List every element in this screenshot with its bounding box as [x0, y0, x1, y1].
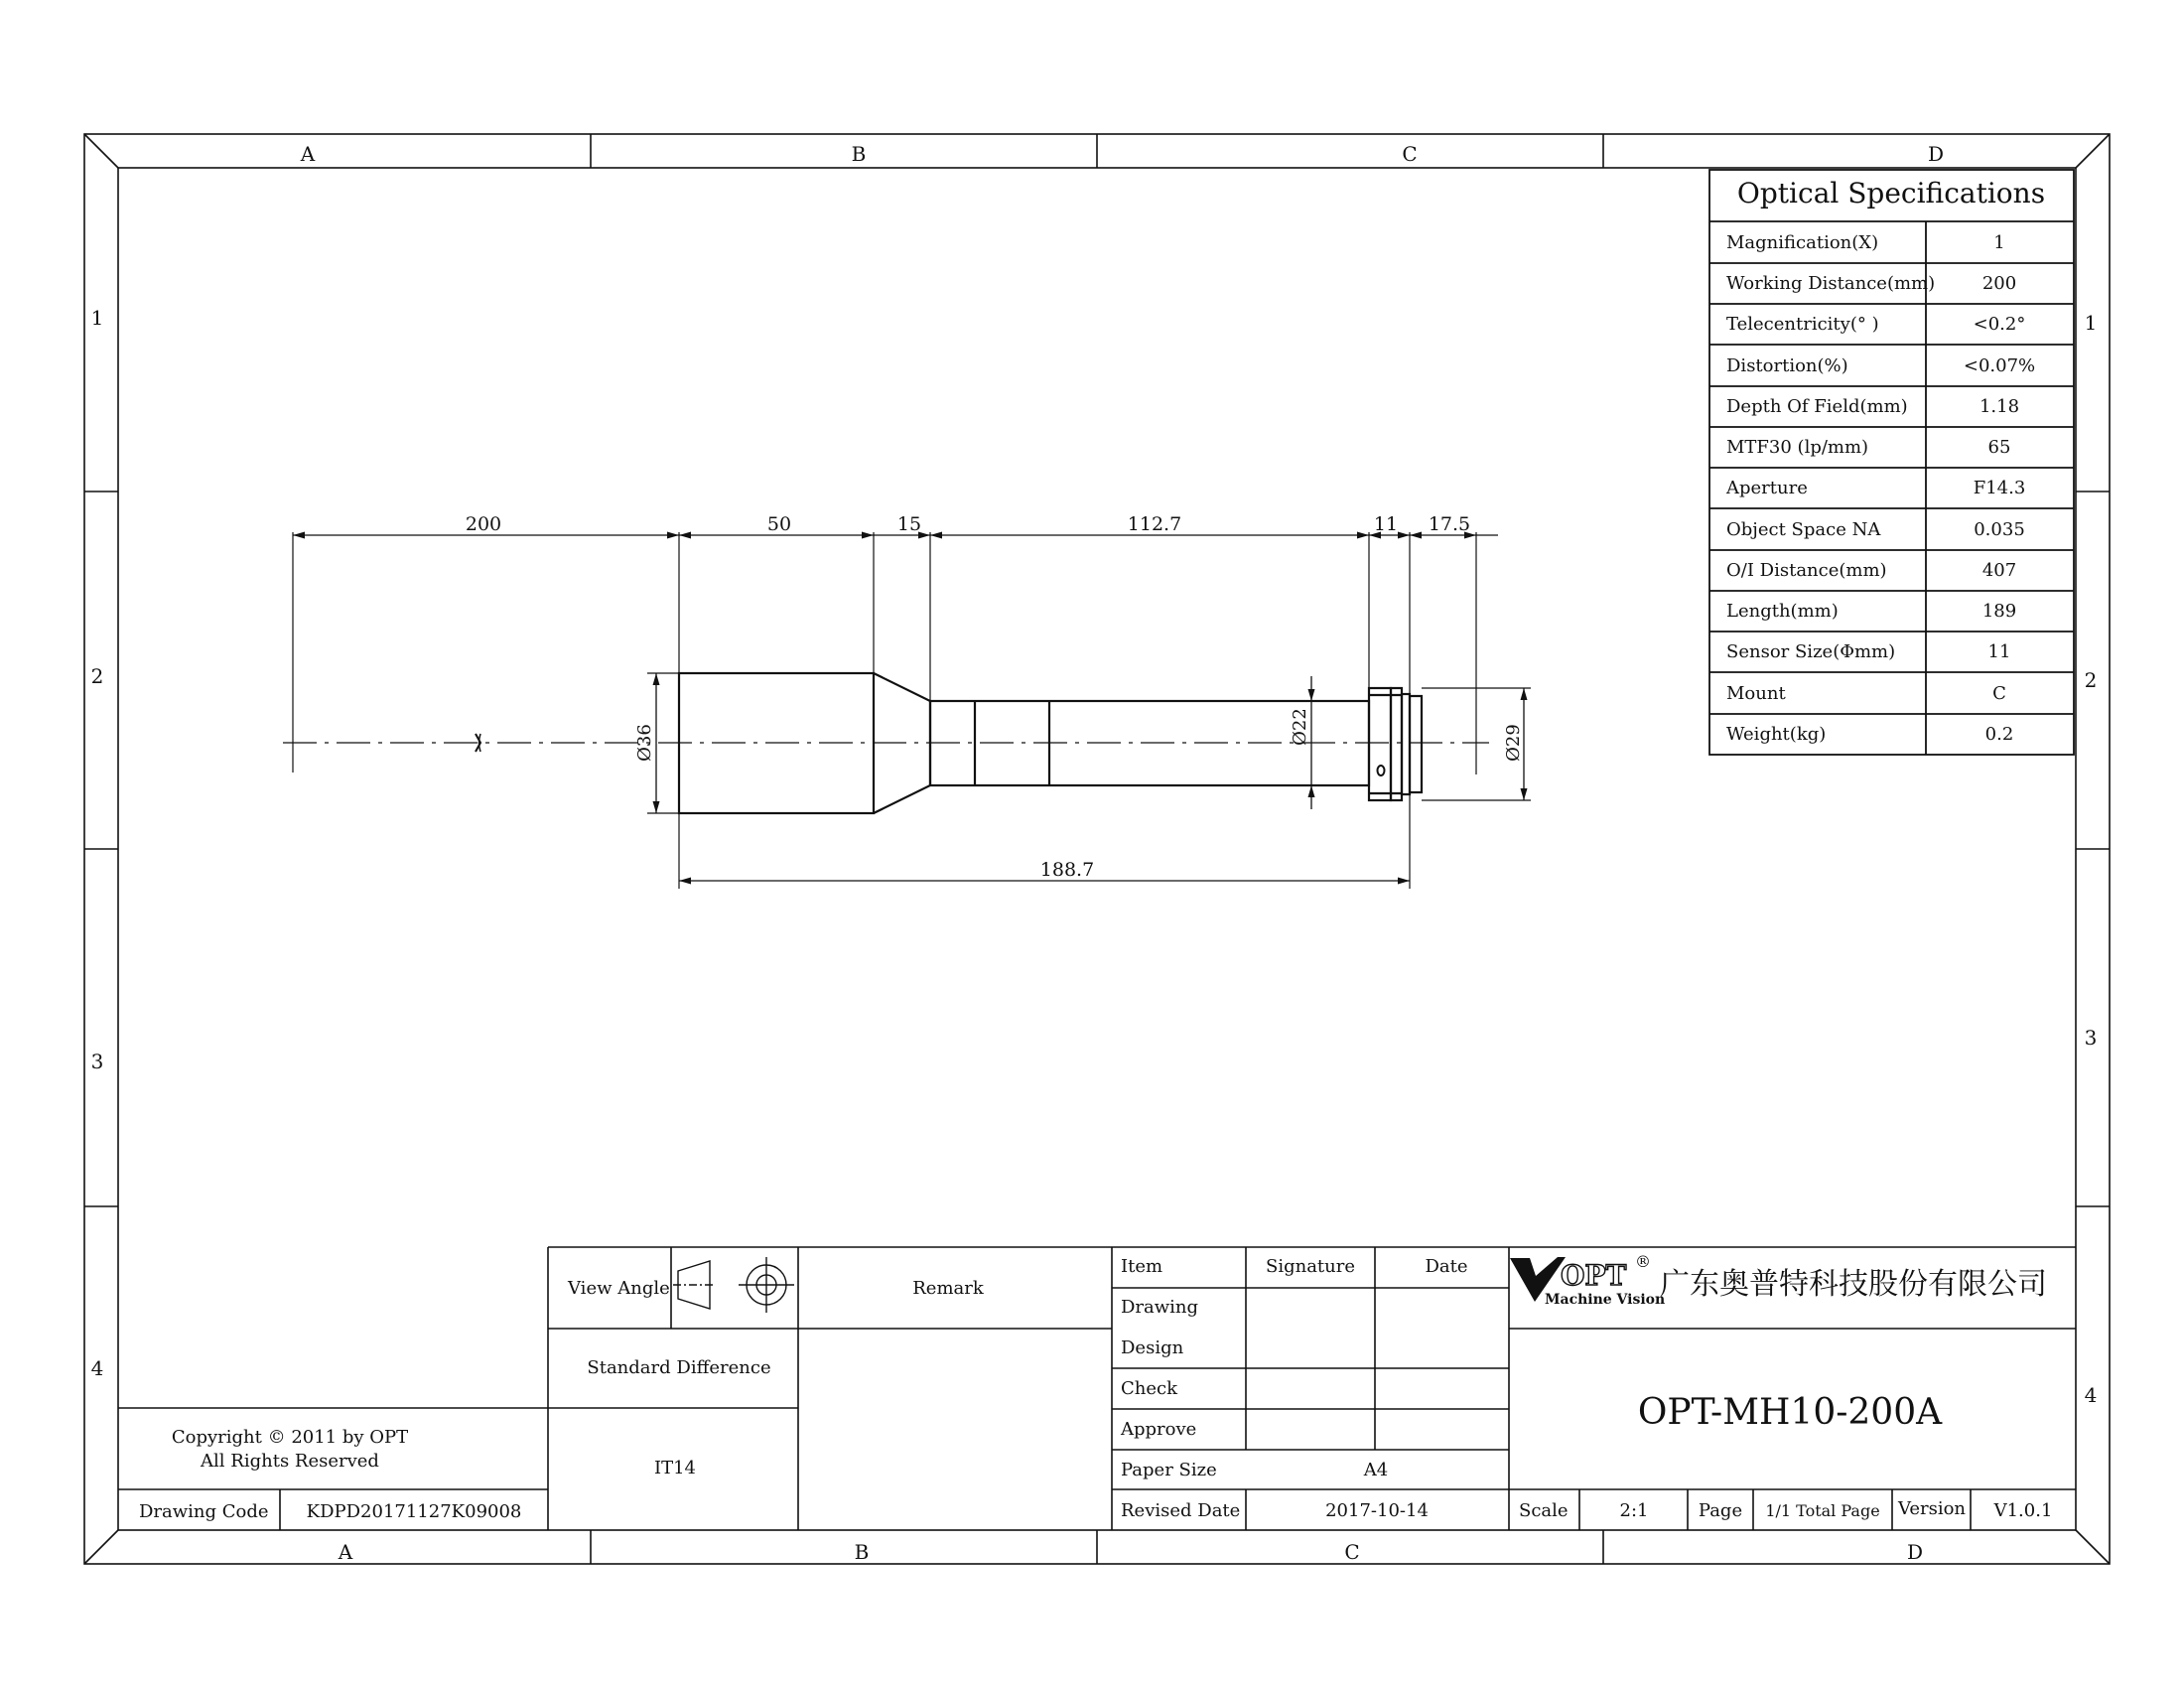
spec-label: Mount — [1726, 683, 1786, 704]
version-value: V1.0.1 — [1993, 1500, 2053, 1521]
spec-value: 189 — [1981, 601, 2017, 622]
page-label: Page — [1698, 1500, 1743, 1521]
paper-size-label: Paper Size — [1121, 1460, 1217, 1480]
design-row-label: Design — [1121, 1337, 1184, 1358]
spec-label: MTF30 (lp/mm) — [1726, 437, 1869, 458]
tolerance-value: IT14 — [653, 1458, 697, 1478]
zone-row-3-right: 3 — [2084, 1026, 2098, 1050]
version-label: Version — [1897, 1498, 1967, 1519]
zone-col-d-bottom: D — [1906, 1540, 1924, 1564]
part-number: OPT-MH10-200A — [1637, 1392, 1943, 1433]
spec-value: <0.2° — [1973, 314, 2026, 335]
paper-size-value: A4 — [1363, 1460, 1389, 1480]
zone-col-a-top: A — [300, 142, 316, 166]
mount-screw — [1378, 766, 1385, 775]
copyright-line-2: All Rights Reserved — [201, 1451, 379, 1472]
check-row-label: Check — [1121, 1378, 1178, 1399]
title-block — [118, 1247, 2076, 1530]
spec-label: Magnification(X) — [1726, 232, 1879, 253]
spec-value: 407 — [1981, 560, 2017, 581]
spec-label: Weight(kg) — [1726, 724, 1827, 745]
spec-value: <0.07% — [1963, 355, 2036, 376]
dim-front-barrel: 50 — [766, 513, 792, 535]
spec-label: Distortion(%) — [1726, 355, 1848, 376]
zone-col-c-bottom: C — [1344, 1540, 1360, 1564]
company-name: 广东奥普特科技股份有限公司 — [1660, 1267, 2047, 1302]
spec-label: Telecentricity(° ) — [1726, 314, 1879, 335]
zone-row-4-left: 4 — [90, 1356, 104, 1380]
spec-value: 1 — [1993, 232, 2005, 253]
zone-row-3-left: 3 — [90, 1050, 104, 1073]
scale-value: 2:1 — [1619, 1500, 1649, 1521]
optical-spec-table — [1709, 170, 2074, 755]
spec-table-title: Optical Specifications — [1736, 177, 2046, 210]
zone-row-1-right: 1 — [2084, 311, 2098, 335]
drawing-code-value: KDPD20171127K09008 — [306, 1501, 522, 1522]
page-value: 1/1 Total Page — [1765, 1501, 1880, 1520]
revised-date-label: Revised Date — [1121, 1500, 1241, 1521]
remark-label: Remark — [912, 1278, 984, 1299]
logo-subtext: Machine Vision — [1545, 1292, 1666, 1308]
zone-col-d-top: D — [1927, 142, 1945, 166]
copyright-line-1: Copyright © 2011 by OPT — [171, 1427, 409, 1448]
dim-mount: 11 — [1373, 513, 1399, 535]
logo-text: OPT — [1561, 1259, 1627, 1292]
spec-value: 0.035 — [1974, 519, 2025, 540]
zone-row-2-right: 2 — [2084, 668, 2098, 692]
spec-label: O/I Distance(mm) — [1726, 560, 1887, 581]
zone-col-b-bottom: B — [854, 1540, 870, 1564]
dim-tube-diameter: Ø22 — [1290, 708, 1310, 746]
drawing-code-label: Drawing Code — [139, 1501, 269, 1522]
zone-col-c-top: C — [1402, 142, 1418, 166]
view-angle-label: View Angle — [568, 1278, 670, 1299]
dim-tube: 112.7 — [1127, 513, 1182, 535]
dim-working-distance: 200 — [465, 513, 502, 535]
logo-registered-mark: ® — [1635, 1252, 1651, 1271]
first-angle-projection-icon — [673, 1257, 794, 1313]
spec-value: 0.2 — [1984, 724, 2014, 745]
dim-mount-diameter: Ø29 — [1503, 724, 1524, 762]
spec-value: 65 — [1987, 437, 2011, 458]
drawing-frame — [84, 134, 2110, 1564]
signature-label: Signature — [1265, 1256, 1356, 1277]
spec-value: F14.3 — [1973, 478, 2026, 498]
revised-date-value: 2017-10-14 — [1325, 1500, 1429, 1521]
item-label: Item — [1121, 1256, 1163, 1277]
spec-value: 11 — [1987, 641, 2011, 662]
zone-col-b-top: B — [851, 142, 867, 166]
zone-row-1-left: 1 — [90, 306, 104, 330]
dim-back-focus: 17.5 — [1428, 513, 1471, 535]
date-label: Date — [1425, 1256, 1468, 1277]
zone-row-4-right: 4 — [2084, 1383, 2098, 1407]
spec-label: Aperture — [1726, 478, 1808, 498]
scale-label: Scale — [1519, 1500, 1569, 1521]
lens-drawing — [283, 513, 1531, 889]
zone-row-2-left: 2 — [90, 664, 104, 688]
spec-value: 1.18 — [1979, 396, 2020, 417]
approve-row-label: Approve — [1121, 1419, 1197, 1440]
dim-overall-length: 188.7 — [1039, 859, 1095, 881]
opt-logo — [1510, 1252, 1665, 1308]
spec-label: Object Space NA — [1726, 519, 1881, 540]
spec-label: Depth Of Field(mm) — [1726, 396, 1908, 417]
spec-label: Working Distance(mm) — [1726, 273, 1936, 294]
dim-taper: 15 — [896, 513, 922, 535]
zone-col-a-bottom: A — [338, 1540, 353, 1564]
spec-value: 200 — [1981, 273, 2017, 294]
spec-value: C — [1992, 683, 2006, 704]
dim-front-diameter: Ø36 — [634, 724, 655, 762]
drawing-row-label: Drawing — [1121, 1297, 1199, 1318]
standard-difference-label: Standard Difference — [587, 1357, 771, 1378]
spec-label: Length(mm) — [1726, 601, 1839, 622]
spec-label: Sensor Size(Φmm) — [1726, 641, 1896, 662]
